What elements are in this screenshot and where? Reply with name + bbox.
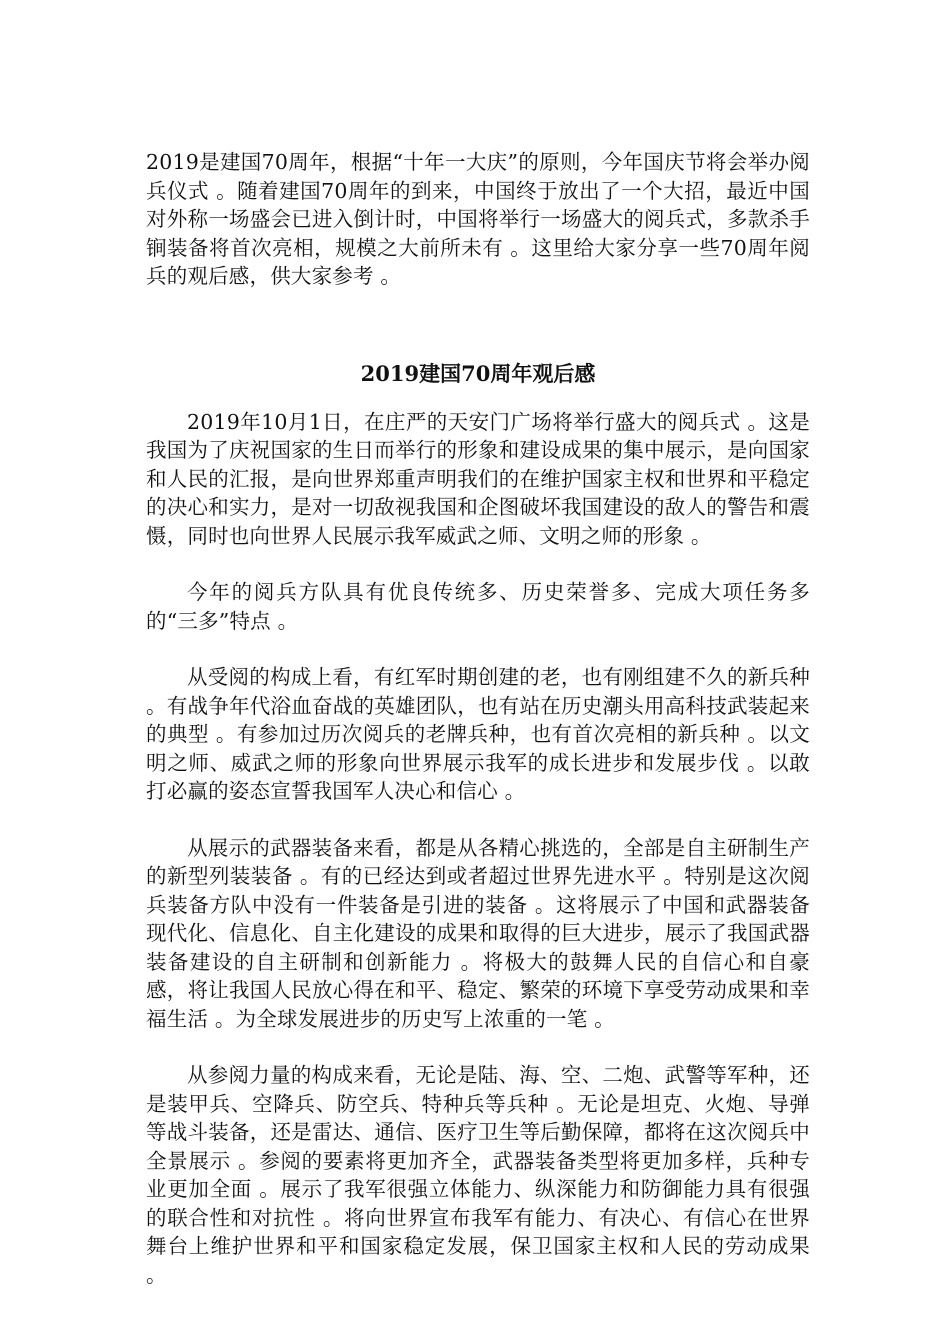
document-title: 2019建国70周年观后感 [360,360,596,386]
body-paragraph-1: 2019年10月1日，在庄严的天安门广场将举行盛大的阅兵式 。这是我国为了庆祝国家的生日而举行的形象和建设成果的集中展示，是向国家和人民的汇报，是向世界郑重声明我们的在维护国家主权和世界和平稳定的决心和实力，是对一切敌视我国和企图破坏我国建设的敌人的警告和震慑，同时也向世界人民展示我军威武之师、文明之师的形象 。 [146,409,810,548]
body-paragraph-4: 从展示的武器装备来看，都是从各精心挑选的，全部是自主研制生产的新型列装装备 。有的已经达到或者超过世界先进水平 。特别是这次阅兵装备方队中没有一件装备是引进的装备 。这将展示了中国和武器装备现代化、信息化、自主化建设的成果和取得的巨大进步，展示了我国武器装备建设的自主研制和创新能力 。将极大的鼓舞人民的自信心和自豪感，将让我国人民放心得在和平、稳定、繁荣的环境下享受劳动成果和幸福生活 。为全球发展进步的历史写上浓重的一笔 。 [146,835,810,1031]
body-paragraph-5: 从参阅力量的构成来看，无论是陆、海、空、二炮、武警等军种，还是装甲兵、空降兵、防空兵、特种兵等兵种 。无论是坦克、火炮、导弹等战斗装备，还是雷达、通信、医疗卫生等后勤保障，都将在这次阅兵中全景展示 。参阅的要素将更加齐全，武器装备类型将更加多样，兵种专业更加全面 。展示了我军很强立体能力、纵深能力和防御能力具有很强的联合性和对抗性 。将向世界宣布我军有能力、有决心、有信心在世界舞台上维护世界和平和国家稳定发展，保卫国家主权和人民的劳动成果 。 [146,1063,810,1287]
intro-paragraph: 2019是建国70周年，根据“十年一大庆”的原则，今年国庆节将会举办阅兵仪式 。随着建国70周年的到来，中国终于放出了一个大招，最近中国对外称一场盛会已进入倒计时，中国将举行一场盛大的阅兵式，多款杀手锏装备将首次亮相，规模之大前所未有 。这里给大家分享一些70周年阅兵的观后感，供大家参考 。 [146,150,810,288]
body-paragraph-3: 从受阅的构成上看，有红军时期创建的老，也有刚组建不久的新兵种 。有战争年代浴血奋战的英雄团队，也有站在历史潮头用高科技武装起来的典型 。有参加过历次阅兵的老牌兵种，也有首次亮相的新兵种 。以文明之师、威武之师的形象向世界展示我军的成长进步和发展步伐 。以敢打必赢的姿态宣誓我国军人决心和信心 。 [146,665,810,803]
document-body [146,148,810,1317]
body-paragraph-2: 今年的阅兵方队具有优良传统多、历史荣誉多、完成大项任务多的“三多”特点 。 [146,580,810,633]
